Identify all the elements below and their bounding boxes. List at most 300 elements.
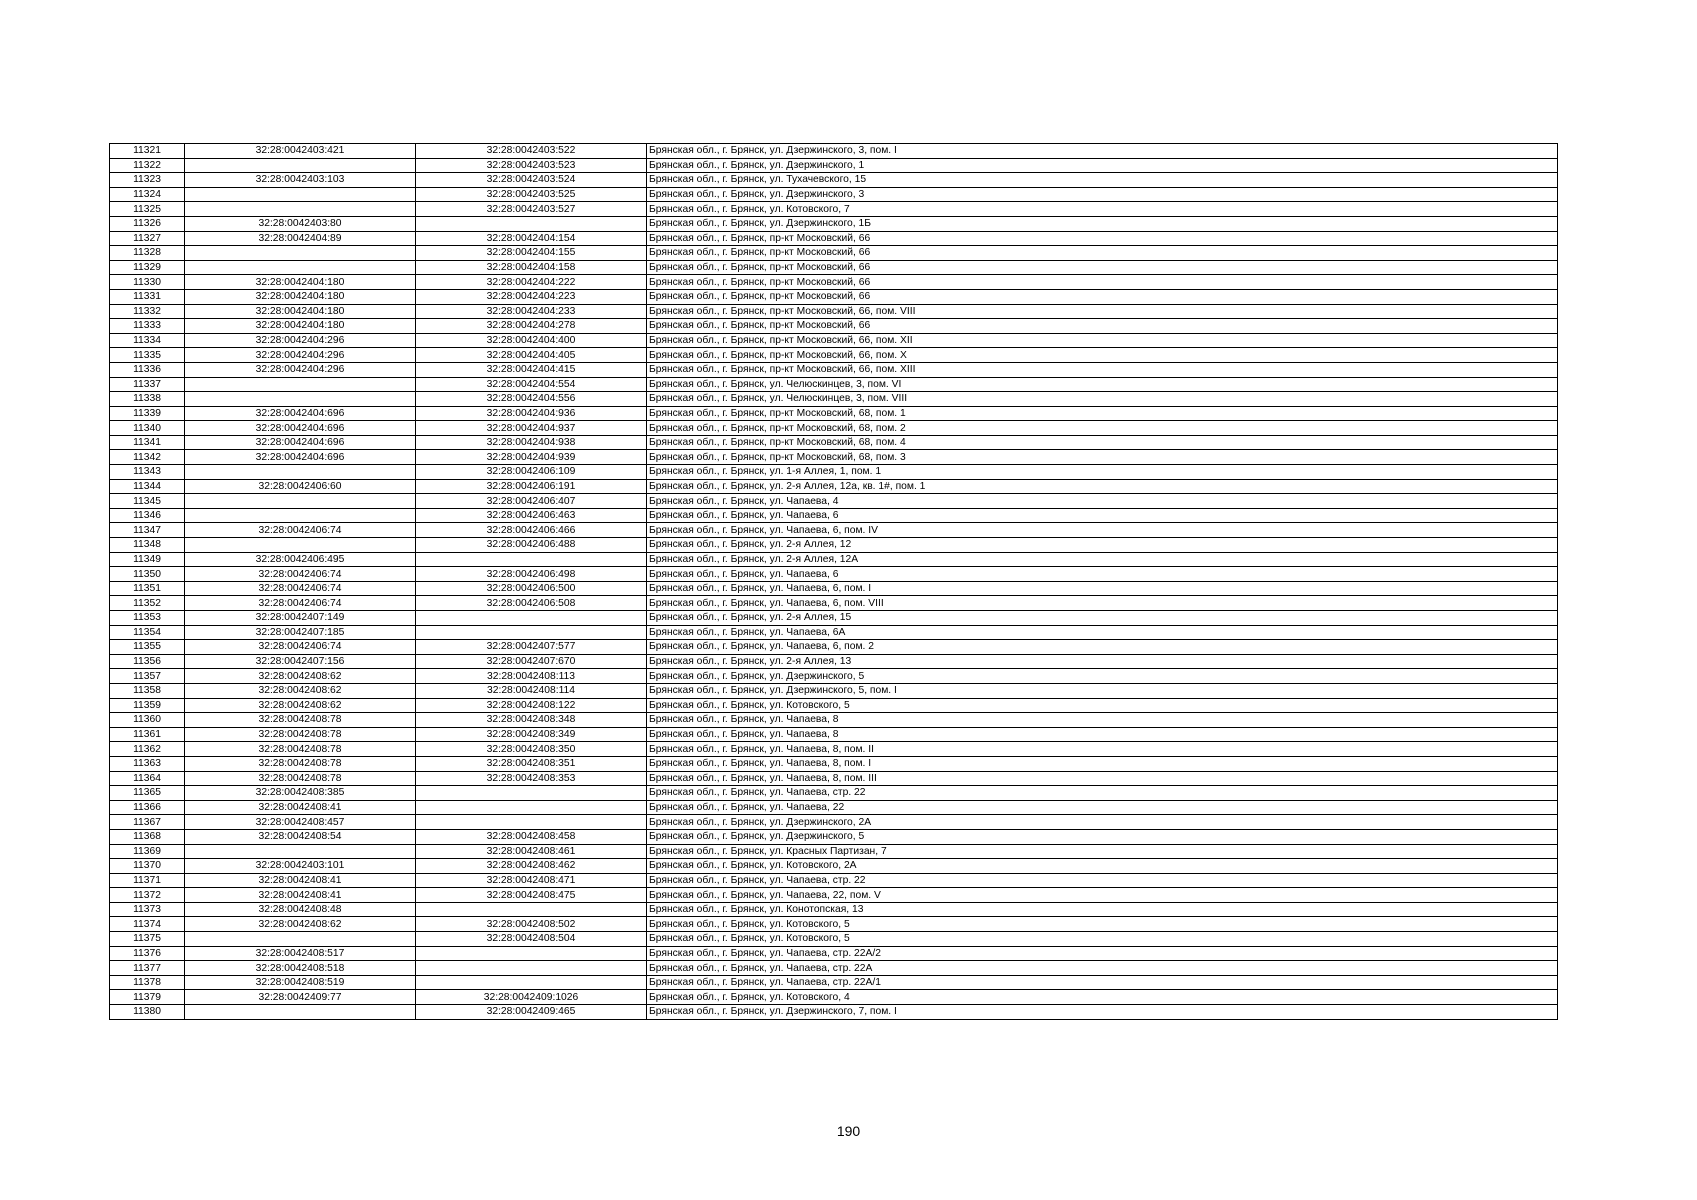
row-number-cell: 11353 [110,611,185,626]
address-cell: Брянская обл., г. Брянск, ул. 2-я Аллея, 12 [647,538,1558,553]
row-number-cell: 11355 [110,640,185,655]
parcel-number-cell: 32:28:0042404:696 [185,406,416,421]
row-number-cell: 11342 [110,450,185,465]
row-number-cell: 11345 [110,494,185,509]
table-row [110,289,1558,304]
table-row [110,435,1558,450]
table-row [110,859,1558,874]
building-number-cell [416,216,647,231]
address-cell: Брянская обл., г. Брянск, ул. 1-я Аллея, 1, пом. 1 [647,465,1558,480]
parcel-number-cell: 32:28:0042408:62 [185,683,416,698]
table-row [110,508,1558,523]
parcel-number-cell [185,246,416,261]
row-number-cell: 11338 [110,392,185,407]
parcel-number-cell: 32:28:0042406:74 [185,523,416,538]
row-number-cell: 11373 [110,902,185,917]
table-row [110,392,1558,407]
row-number-cell: 11322 [110,158,185,173]
building-number-cell: 32:28:0042408:122 [416,698,647,713]
row-number-cell: 11334 [110,333,185,348]
parcel-number-cell: 32:28:0042408:78 [185,742,416,757]
row-number-cell: 11354 [110,625,185,640]
parcel-number-cell: 32:28:0042407:185 [185,625,416,640]
address-cell: Брянская обл., г. Брянск, пр-кт Московский, 66 [647,319,1558,334]
building-number-cell: 32:28:0042408:462 [416,859,647,874]
parcel-number-cell: 32:28:0042408:385 [185,786,416,801]
building-number-cell: 32:28:0042404:936 [416,406,647,421]
parcel-number-cell: 32:28:0042404:296 [185,348,416,363]
building-number-cell: 32:28:0042403:523 [416,158,647,173]
table-row [110,552,1558,567]
registry-table-body [110,144,1558,1020]
table-row [110,902,1558,917]
table-row [110,144,1558,159]
parcel-number-cell: 32:28:0042403:103 [185,173,416,188]
table-row [110,611,1558,626]
table-row [110,713,1558,728]
address-cell: Брянская обл., г. Брянск, ул. Красных Партизан, 7 [647,844,1558,859]
building-number-cell: 32:28:0042404:154 [416,231,647,246]
registry-table [109,143,1558,1020]
address-cell: Брянская обл., г. Брянск, ул. Котовского, 5 [647,917,1558,932]
parcel-number-cell [185,377,416,392]
parcel-number-cell [185,158,416,173]
building-number-cell: 32:28:0042406:191 [416,479,647,494]
building-number-cell: 32:28:0042404:939 [416,450,647,465]
table-row [110,246,1558,261]
table-row [110,523,1558,538]
row-number-cell: 11370 [110,859,185,874]
row-number-cell: 11348 [110,538,185,553]
building-number-cell: 32:28:0042408:348 [416,713,647,728]
parcel-number-cell: 32:28:0042404:180 [185,319,416,334]
table-row [110,216,1558,231]
table-row [110,829,1558,844]
address-cell: Брянская обл., г. Брянск, ул. 2-я Аллея, 12а, кв. 1#, пом. 1 [647,479,1558,494]
row-number-cell: 11361 [110,727,185,742]
table-row [110,961,1558,976]
address-cell: Брянская обл., г. Брянск, ул. Чапаева, стр. 22 [647,786,1558,801]
address-cell: Брянская обл., г. Брянск, ул. Котовского, 7 [647,202,1558,217]
row-number-cell: 11346 [110,508,185,523]
table-row [110,406,1558,421]
address-cell: Брянская обл., г. Брянск, пр-кт Московский, 66, пом. XII [647,333,1558,348]
table-row [110,158,1558,173]
row-number-cell: 11357 [110,669,185,684]
parcel-number-cell [185,392,416,407]
building-number-cell: 32:28:0042404:158 [416,260,647,275]
parcel-number-cell: 32:28:0042404:696 [185,421,416,436]
row-number-cell: 11349 [110,552,185,567]
table-row [110,260,1558,275]
building-number-cell: 32:28:0042404:400 [416,333,647,348]
row-number-cell: 11324 [110,187,185,202]
row-number-cell: 11344 [110,479,185,494]
table-row [110,421,1558,436]
building-number-cell [416,975,647,990]
address-cell: Брянская обл., г. Брянск, ул. Конотопская, 13 [647,902,1558,917]
parcel-number-cell: 32:28:0042404:296 [185,333,416,348]
parcel-number-cell [185,187,416,202]
row-number-cell: 11333 [110,319,185,334]
table-row [110,756,1558,771]
row-number-cell: 11374 [110,917,185,932]
parcel-number-cell: 32:28:0042404:180 [185,304,416,319]
row-number-cell: 11335 [110,348,185,363]
parcel-number-cell: 32:28:0042403:80 [185,216,416,231]
table-row [110,800,1558,815]
building-number-cell [416,552,647,567]
table-row [110,304,1558,319]
row-number-cell: 11326 [110,216,185,231]
address-cell: Брянская обл., г. Брянск, пр-кт Московский, 66, пом. VIII [647,304,1558,319]
address-cell: Брянская обл., г. Брянск, ул. Чапаева, 6 [647,567,1558,582]
parcel-number-cell: 32:28:0042407:149 [185,611,416,626]
parcel-number-cell: 32:28:0042408:519 [185,975,416,990]
building-number-cell: 32:28:0042408:349 [416,727,647,742]
address-cell: Брянская обл., г. Брянск, ул. Котовского, 5 [647,698,1558,713]
parcel-number-cell: 32:28:0042404:89 [185,231,416,246]
address-cell: Брянская обл., г. Брянск, пр-кт Московский, 66, пом. X [647,348,1558,363]
table-row [110,465,1558,480]
building-number-cell: 32:28:0042406:508 [416,596,647,611]
row-number-cell: 11358 [110,683,185,698]
row-number-cell: 11329 [110,260,185,275]
parcel-number-cell [185,202,416,217]
table-row [110,202,1558,217]
parcel-number-cell: 32:28:0042408:48 [185,902,416,917]
building-number-cell: 32:28:0042404:233 [416,304,647,319]
address-cell: Брянская обл., г. Брянск, ул. Дзержинского, 5 [647,829,1558,844]
parcel-number-cell: 32:28:0042408:62 [185,698,416,713]
address-cell: Брянская обл., г. Брянск, ул. Челюскинцев, 3, пом. VI [647,377,1558,392]
table-row [110,640,1558,655]
building-number-cell: 32:28:0042406:109 [416,465,647,480]
address-cell: Брянская обл., г. Брянск, ул. Дзержинского, 5, пом. I [647,683,1558,698]
row-number-cell: 11365 [110,786,185,801]
table-row [110,932,1558,947]
building-number-cell [416,902,647,917]
row-number-cell: 11337 [110,377,185,392]
parcel-number-cell [185,932,416,947]
row-number-cell: 11380 [110,1005,185,1020]
row-number-cell: 11328 [110,246,185,261]
address-cell: Брянская обл., г. Брянск, ул. Чапаева, 8 [647,713,1558,728]
table-row [110,377,1558,392]
table-row [110,479,1558,494]
parcel-number-cell: 32:28:0042408:78 [185,756,416,771]
table-row [110,494,1558,509]
row-number-cell: 11368 [110,829,185,844]
table-row [110,275,1558,290]
address-cell: Брянская обл., г. Брянск, ул. Чапаева, стр. 22А/2 [647,946,1558,961]
table-row [110,990,1558,1005]
building-number-cell: 32:28:0042406:498 [416,567,647,582]
parcel-number-cell [185,465,416,480]
row-number-cell: 11376 [110,946,185,961]
address-cell: Брянская обл., г. Брянск, ул. Дзержинского, 7, пом. I [647,1005,1558,1020]
row-number-cell: 11339 [110,406,185,421]
building-number-cell [416,800,647,815]
address-cell: Брянская обл., г. Брянск, пр-кт Московский, 68, пом. 1 [647,406,1558,421]
address-cell: Брянская обл., г. Брянск, ул. Чапаева, 22 [647,800,1558,815]
parcel-number-cell: 32:28:0042408:62 [185,917,416,932]
building-number-cell: 32:28:0042406:500 [416,581,647,596]
address-cell: Брянская обл., г. Брянск, ул. Чапаева, 22, пом. V [647,888,1558,903]
row-number-cell: 11352 [110,596,185,611]
row-number-cell: 11359 [110,698,185,713]
table-row [110,669,1558,684]
table-row [110,581,1558,596]
address-cell: Брянская обл., г. Брянск, ул. Дзержинского, 3, пом. I [647,144,1558,159]
address-cell: Брянская обл., г. Брянск, ул. Тухачевского, 15 [647,173,1558,188]
building-number-cell: 32:28:0042408:353 [416,771,647,786]
building-number-cell: 32:28:0042404:937 [416,421,647,436]
address-cell: Брянская обл., г. Брянск, ул. 2-я Аллея, 13 [647,654,1558,669]
row-number-cell: 11327 [110,231,185,246]
building-number-cell [416,961,647,976]
address-cell: Брянская обл., г. Брянск, пр-кт Московский, 66 [647,246,1558,261]
building-number-cell: 32:28:0042408:114 [416,683,647,698]
row-number-cell: 11323 [110,173,185,188]
row-number-cell: 11347 [110,523,185,538]
parcel-number-cell: 32:28:0042404:696 [185,450,416,465]
address-cell: Брянская обл., г. Брянск, ул. Чапаева, 6, пом. I [647,581,1558,596]
building-number-cell: 32:28:0042404:415 [416,362,647,377]
row-number-cell: 11367 [110,815,185,830]
table-row [110,742,1558,757]
address-cell: Брянская обл., г. Брянск, пр-кт Московский, 66, пом. XIII [647,362,1558,377]
parcel-number-cell: 32:28:0042403:101 [185,859,416,874]
parcel-number-cell: 32:28:0042408:41 [185,800,416,815]
parcel-number-cell: 32:28:0042406:74 [185,596,416,611]
parcel-number-cell: 32:28:0042403:421 [185,144,416,159]
table-row [110,786,1558,801]
building-number-cell: 32:28:0042404:155 [416,246,647,261]
address-cell: Брянская обл., г. Брянск, ул. Чапаева, 6 [647,508,1558,523]
address-cell: Брянская обл., г. Брянск, ул. Чапаева, 6А [647,625,1558,640]
address-cell: Брянская обл., г. Брянск, ул. Дзержинского, 2А [647,815,1558,830]
building-number-cell [416,946,647,961]
parcel-number-cell [185,844,416,859]
row-number-cell: 11364 [110,771,185,786]
row-number-cell: 11363 [110,756,185,771]
table-row [110,1005,1558,1020]
building-number-cell: 32:28:0042409:465 [416,1005,647,1020]
building-number-cell [416,786,647,801]
address-cell: Брянская обл., г. Брянск, ул. Чапаева, 8, пом. II [647,742,1558,757]
table-row [110,231,1558,246]
page-number: 190 [836,1123,861,1139]
parcel-number-cell: 32:28:0042406:74 [185,640,416,655]
building-number-cell: 32:28:0042408:458 [416,829,647,844]
building-number-cell: 32:28:0042408:351 [416,756,647,771]
building-number-cell: 32:28:0042408:471 [416,873,647,888]
address-cell: Брянская обл., г. Брянск, ул. Челюскинцев, 3, пом. VIII [647,392,1558,407]
table-row [110,888,1558,903]
address-cell: Брянская обл., г. Брянск, ул. Чапаева, 8, пом. III [647,771,1558,786]
parcel-number-cell [185,1005,416,1020]
table-row [110,596,1558,611]
row-number-cell: 11331 [110,289,185,304]
building-number-cell: 32:28:0042404:223 [416,289,647,304]
table-row [110,873,1558,888]
table-row [110,333,1558,348]
parcel-number-cell: 32:28:0042408:78 [185,713,416,728]
table-row [110,362,1558,377]
address-cell: Брянская обл., г. Брянск, ул. Чапаева, 8 [647,727,1558,742]
building-number-cell: 32:28:0042404:938 [416,435,647,450]
address-cell: Брянская обл., г. Брянск, ул. Чапаева, 6, пом. VIII [647,596,1558,611]
address-cell: Брянская обл., г. Брянск, пр-кт Московский, 68, пом. 3 [647,450,1558,465]
address-cell: Брянская обл., г. Брянск, ул. 2-я Аллея, 15 [647,611,1558,626]
parcel-number-cell: 32:28:0042406:74 [185,581,416,596]
table-row [110,319,1558,334]
address-cell: Брянская обл., г. Брянск, ул. Чапаева, 6, пом. IV [647,523,1558,538]
parcel-number-cell: 32:28:0042409:77 [185,990,416,1005]
parcel-number-cell: 32:28:0042406:495 [185,552,416,567]
parcel-number-cell: 32:28:0042408:41 [185,873,416,888]
address-cell: Брянская обл., г. Брянск, ул. Чапаева, 4 [647,494,1558,509]
parcel-number-cell: 32:28:0042407:156 [185,654,416,669]
parcel-number-cell [185,508,416,523]
table-row [110,727,1558,742]
building-number-cell: 32:28:0042408:504 [416,932,647,947]
table-row [110,538,1558,553]
row-number-cell: 11375 [110,932,185,947]
address-cell: Брянская обл., г. Брянск, пр-кт Московский, 68, пом. 2 [647,421,1558,436]
table-row [110,946,1558,961]
parcel-number-cell: 32:28:0042406:74 [185,567,416,582]
parcel-number-cell: 32:28:0042408:518 [185,961,416,976]
address-cell: Брянская обл., г. Брянск, ул. Чапаева, стр. 22А [647,961,1558,976]
address-cell: Брянская обл., г. Брянск, ул. Дзержинского, 3 [647,187,1558,202]
table-row [110,348,1558,363]
building-number-cell: 32:28:0042404:405 [416,348,647,363]
building-number-cell [416,625,647,640]
row-number-cell: 11350 [110,567,185,582]
address-cell: Брянская обл., г. Брянск, ул. 2-я Аллея, 12А [647,552,1558,567]
row-number-cell: 11360 [110,713,185,728]
row-number-cell: 11332 [110,304,185,319]
parcel-number-cell: 32:28:0042408:62 [185,669,416,684]
building-number-cell: 32:28:0042408:461 [416,844,647,859]
table-row [110,187,1558,202]
address-cell: Брянская обл., г. Брянск, ул. Чапаева, стр. 22 [647,873,1558,888]
building-number-cell: 32:28:0042406:407 [416,494,647,509]
row-number-cell: 11336 [110,362,185,377]
parcel-number-cell: 32:28:0042404:696 [185,435,416,450]
building-number-cell [416,611,647,626]
row-number-cell: 11356 [110,654,185,669]
building-number-cell: 32:28:0042404:278 [416,319,647,334]
building-number-cell: 32:28:0042409:1026 [416,990,647,1005]
building-number-cell: 32:28:0042404:556 [416,392,647,407]
row-number-cell: 11371 [110,873,185,888]
table-row [110,683,1558,698]
parcel-number-cell [185,538,416,553]
address-cell: Брянская обл., г. Брянск, ул. Чапаева, стр. 22А/1 [647,975,1558,990]
row-number-cell: 11366 [110,800,185,815]
address-cell: Брянская обл., г. Брянск, ул. Чапаева, 8, пом. I [647,756,1558,771]
address-cell: Брянская обл., г. Брянск, пр-кт Московский, 66 [647,231,1558,246]
row-number-cell: 11378 [110,975,185,990]
table-row [110,173,1558,188]
address-cell: Брянская обл., г. Брянск, пр-кт Московский, 66 [647,260,1558,275]
building-number-cell: 32:28:0042406:488 [416,538,647,553]
table-row [110,917,1558,932]
row-number-cell: 11372 [110,888,185,903]
building-number-cell: 32:28:0042406:463 [416,508,647,523]
address-cell: Брянская обл., г. Брянск, пр-кт Московский, 68, пом. 4 [647,435,1558,450]
address-cell: Брянская обл., г. Брянск, ул. Дзержинского, 1Б [647,216,1558,231]
parcel-number-cell: 32:28:0042408:41 [185,888,416,903]
address-cell: Брянская обл., г. Брянск, ул. Котовского, 2А [647,859,1558,874]
parcel-number-cell: 32:28:0042408:78 [185,727,416,742]
table-row [110,625,1558,640]
parcel-number-cell [185,260,416,275]
parcel-number-cell: 32:28:0042408:457 [185,815,416,830]
row-number-cell: 11343 [110,465,185,480]
table-row [110,771,1558,786]
row-number-cell: 11325 [110,202,185,217]
address-cell: Брянская обл., г. Брянск, ул. Котовского, 4 [647,990,1558,1005]
address-cell: Брянская обл., г. Брянск, пр-кт Московский, 66 [647,275,1558,290]
table-row [110,844,1558,859]
row-number-cell: 11369 [110,844,185,859]
building-number-cell: 32:28:0042407:670 [416,654,647,669]
building-number-cell: 32:28:0042403:525 [416,187,647,202]
address-cell: Брянская обл., г. Брянск, ул. Дзержинского, 5 [647,669,1558,684]
building-number-cell: 32:28:0042404:222 [416,275,647,290]
row-number-cell: 11341 [110,435,185,450]
building-number-cell: 32:28:0042407:577 [416,640,647,655]
address-cell: Брянская обл., г. Брянск, ул. Чапаева, 6, пом. 2 [647,640,1558,655]
table-row [110,698,1558,713]
parcel-number-cell: 32:28:0042404:180 [185,275,416,290]
parcel-number-cell: 32:28:0042408:54 [185,829,416,844]
table-row [110,654,1558,669]
building-number-cell: 32:28:0042403:527 [416,202,647,217]
address-cell: Брянская обл., г. Брянск, пр-кт Московский, 66 [647,289,1558,304]
row-number-cell: 11362 [110,742,185,757]
parcel-number-cell: 32:28:0042406:60 [185,479,416,494]
building-number-cell: 32:28:0042406:466 [416,523,647,538]
row-number-cell: 11379 [110,990,185,1005]
row-number-cell: 11340 [110,421,185,436]
address-cell: Брянская обл., г. Брянск, ул. Дзержинского, 1 [647,158,1558,173]
table-row [110,567,1558,582]
building-number-cell: 32:28:0042408:350 [416,742,647,757]
row-number-cell: 11321 [110,144,185,159]
table-row [110,975,1558,990]
parcel-number-cell: 32:28:0042408:517 [185,946,416,961]
row-number-cell: 11377 [110,961,185,976]
building-number-cell: 32:28:0042408:113 [416,669,647,684]
row-number-cell: 11351 [110,581,185,596]
row-number-cell: 11330 [110,275,185,290]
parcel-number-cell [185,494,416,509]
building-number-cell: 32:28:0042408:475 [416,888,647,903]
table-row [110,450,1558,465]
building-number-cell [416,815,647,830]
parcel-number-cell: 32:28:0042408:78 [185,771,416,786]
building-number-cell: 32:28:0042403:524 [416,173,647,188]
table-row [110,815,1558,830]
parcel-number-cell: 32:28:0042404:180 [185,289,416,304]
building-number-cell: 32:28:0042403:522 [416,144,647,159]
address-cell: Брянская обл., г. Брянск, ул. Котовского, 5 [647,932,1558,947]
